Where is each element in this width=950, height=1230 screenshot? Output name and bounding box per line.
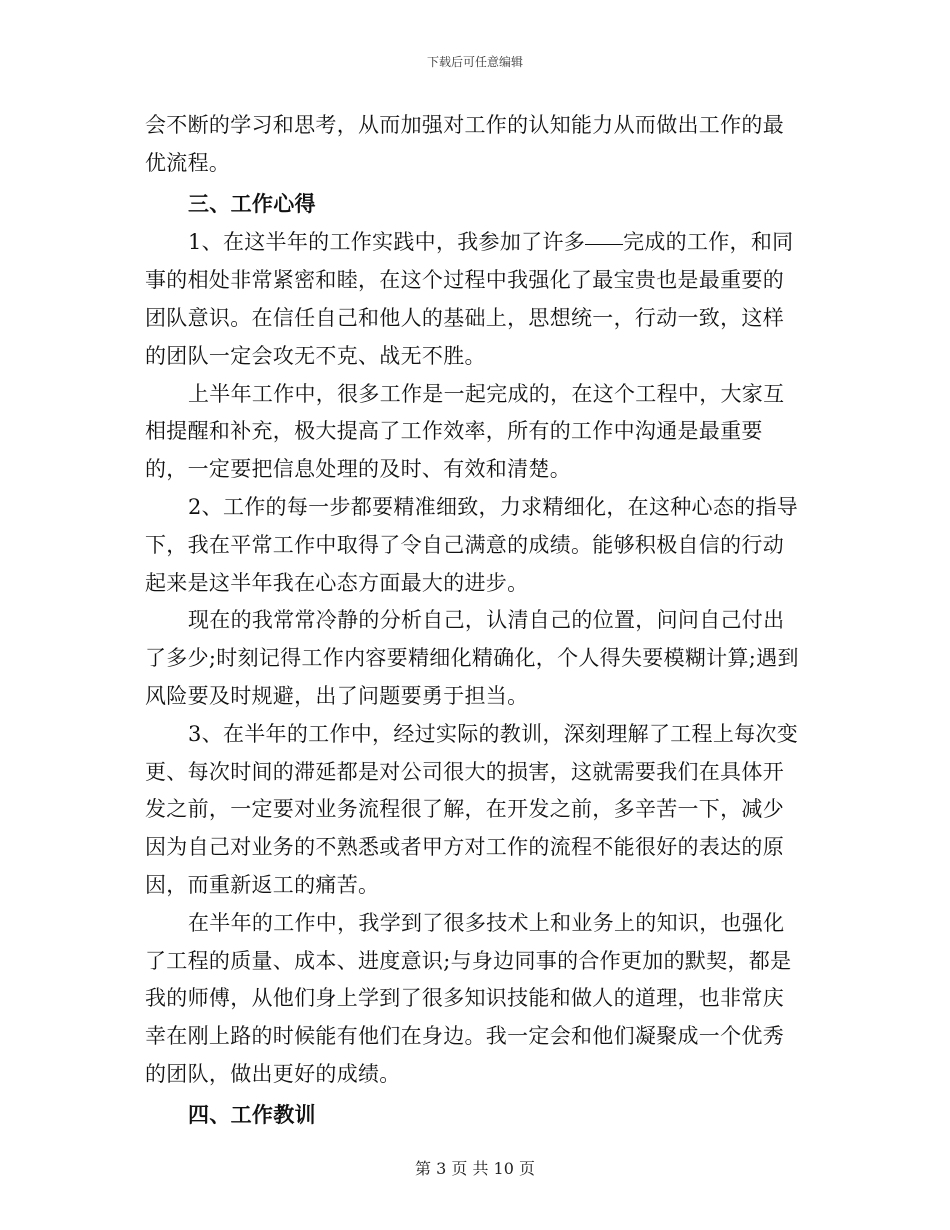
document-body [145, 107, 805, 1136]
page-header: 下载后可任意编辑 [426, 55, 523, 69]
section-heading-4: 四、工作教训 [188, 1101, 316, 1127]
paragraph-4: 现在的我常常冷静的分析自己，认清自己的位置，问问自己付出了多少;时刻记得工作内容要精细化精确化，个人得失要模糊计算;遇到风险要及时规避，出了问题要勇于担当。 [145, 608, 799, 708]
paragraph-3: 2、工作的每一步都要精准细致，力求精细化，在这种心态的指导下，我在平常工作中取得了令自己满意的成绩。能够积极自信的行动起来是这半年我在心态方面最大的进步。 [145, 494, 799, 595]
paragraph-5: 3、在半年的工作中，经过实际的教训，深刻理解了工程上每次变更、每次时间的滞延都是对公司很大的损害，这就需要我们在具体开发之前，一定要对业务流程很了解，在开发之前，多辛苦一下，减少因为自己对业务的不熟悉或者甲方对工作的流程不能很好的表达的原因，而重新返工的痛苦。 [145, 721, 799, 897]
section-heading-3: 三、工作心得 [188, 190, 316, 216]
paragraph-1-end: 完成的工作，和同事的相处非常紧密和睦，在这个过程中我强化了最宝贵也是最重要的团队意识。在信任自己和他人的基础上，思想统一，行动一致，这样的团队一定会攻无不克、战无不胜。 [145, 230, 794, 368]
paragraph-6: 在半年的工作中，我学到了很多技术上和业务上的知识，也强化了工程的质量、成本、进度意识;与身边同事的合作更加的默契，都是我的师傅，从他们身上学到了很多知识技能和做人的道理，也非常庆幸在刚上路的时候能有他们在身边。我一定会和他们凝聚成一个优秀的团队，做出更好的成绩。 [145, 910, 792, 1086]
page-footer: 第 3 页 共 10 页 [415, 1159, 535, 1178]
fill-in-blank [585, 243, 623, 245]
paragraph-1 [145, 224, 805, 375]
paragraph-1-start: 1、在这半年的工作实践中，我参加了许多 [188, 230, 586, 255]
paragraph-2: 上半年工作中，很多工作是一起完成的，在这个工程中，大家互相提醒和补充，极大提高了工作效率，所有的工作中沟通是最重要的，一定要把信息处理的及时、有效和清楚。 [145, 381, 785, 482]
paragraph-continuation: 会不断的学习和思考，从而加强对工作的认知能力从而做出工作的最优流程。 [145, 113, 784, 175]
